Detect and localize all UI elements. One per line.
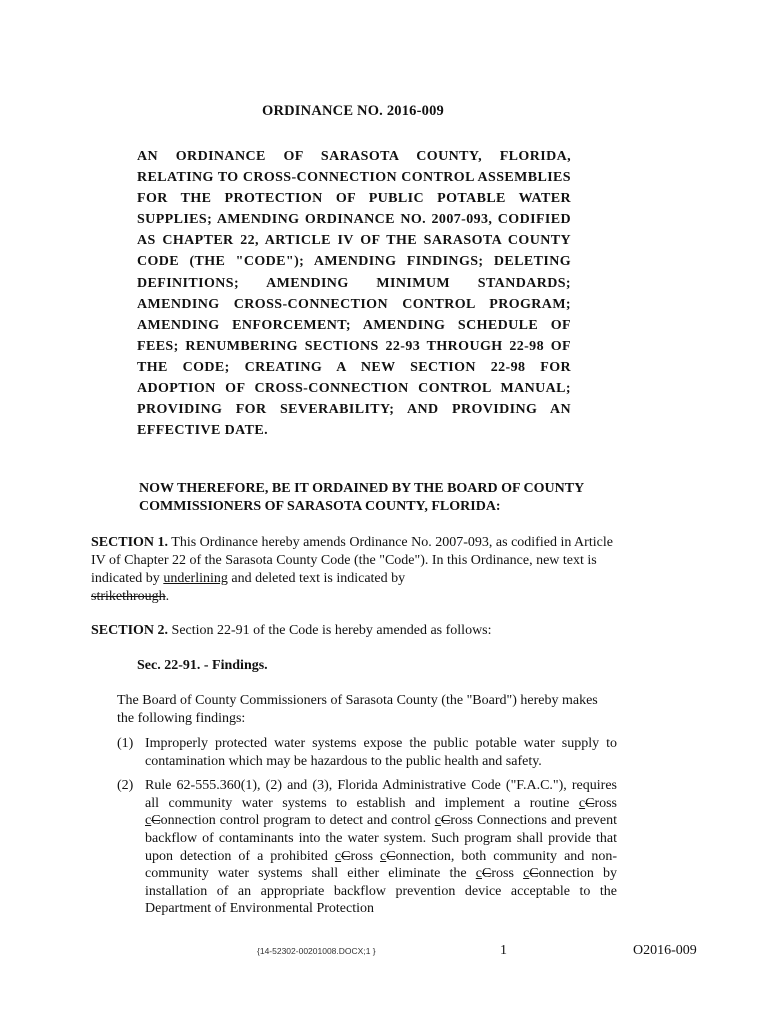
deleted-text: C [386,848,396,864]
inserted-text: c [380,848,387,864]
section-1-text-b: and deleted text is indicated by [231,571,406,586]
section-1-label: SECTION 1. [91,535,169,550]
text-run: Connections and prevent backflow of contaminants into the water system. Such program shall provide that upon detection of a prohibited [145,813,618,864]
footer-document-id: {14-52302-00201008.DOCX;1 } [257,946,376,956]
inserted-text: c [145,813,152,829]
deleted-text: C [482,866,492,882]
strikethrough-example: strikethrough [91,589,166,604]
list-item-number: (2) [117,778,134,794]
text-run: control program to detect and control [215,813,435,829]
ordinance-title: ORDINANCE NO. 2016-009 [261,103,445,119]
ordaining-clause [91,480,615,515]
inserted-text: c [334,848,342,864]
deleted-text: C [529,866,539,882]
section-1 [91,534,621,606]
text-run: by installation of an appropriate backflow prevention device acceptable to the Department of Environmental Protection [145,866,617,917]
findings-intro [91,692,618,727]
inserted-text: c [434,813,442,829]
section-2-text: Section 22-91 of the Code is hereby amended as follows: [171,623,492,638]
findings-list [117,735,617,925]
text-run: onnection [160,813,216,829]
section-1-text-c: . [165,589,170,604]
list-item [117,777,617,918]
deleted-text: C [585,795,595,811]
deleted-text: C [151,813,161,829]
section-2-label: SECTION 2. [91,623,169,638]
list-item-text [145,777,617,918]
text-run: onnection [395,848,451,864]
inserted-text: c [523,866,530,882]
underline-example: underlining [163,571,228,586]
inserted-text: c [475,866,482,882]
footer-ordinance-code: O2016-009 [633,943,697,958]
text-run: ross [594,795,617,811]
deleted-text: C [341,848,351,864]
text-run: onnection [538,866,594,882]
footer-page-number: 1 [500,943,507,958]
list-item-number: (1) [117,736,134,751]
text-run: ross [450,813,477,829]
text-run: , both community and non-community water systems shall either eliminate the [145,848,617,882]
text-run: Rule 62-555.360(1), (2) and (3), Florida Administrative Code ("F.A.C."), requires all community water systems to establish and implement a routine [145,778,617,811]
ordinance-caption: AN ORDINANCE OF SARASOTA COUNTY, FLORIDA, RELATING TO CROSS-CONNECTION CONTROL ASSEMBLIES FOR THE PROTECTION OF PUBLIC POTABLE WATER SUPPLIES; AMENDING ORDINANCE NO. 2007-093, CODIFIED AS CHAPTER 22, ARTICLE IV OF THE SARASOTA COUNTY CODE (THE "CODE"); AMENDING FINDINGS; DELETING DEFINITIONS; AMENDING MINIMUM STANDARDS; AMENDING CROSS-CONNECTION CONTROL PROGRAM; AMENDING ENFORCEMENT; AMENDING SCHEDULE OF FEES; RENUMBERING SECTIONS 22-93 THROUGH 22-98 OF THE CODE; CREATING A NEW SECTION 22-98 FOR ADOPTION OF CROSS-CONNECTION CONTROL MANUAL; PROVIDING FOR SEVERABILITY; AND PROVIDING AN EFFECTIVE DATE. [137,149,571,439]
section-2 [91,622,621,640]
text-run: ross [491,866,524,882]
list-item [117,735,617,770]
findings-intro-text: The Board of County Commissioners of Sarasota County (the "Board") hereby makes the following findings: [117,693,598,726]
section-1-text-a: This Ordinance hereby amends Ordinance No. 2007-093, as codified in Article IV of Chapter 22 of the Sarasota County Code (the "Code"). In this Ordinance, new text is indicated by [91,535,613,586]
deleted-text: C [441,813,451,829]
ordaining-clause-text: NOW THEREFORE, BE IT ORDAINED BY THE BOARD OF COUNTY COMMISSIONERS OF SARASOTA COUNTY, FLORIDA: [139,481,584,514]
inserted-text: c [578,795,586,811]
list-item-text: Improperly protected water systems expose the public potable water supply to contamination which may be hazardous to the public health and safety. [145,736,617,769]
section-heading: Sec. 22-91. - Findings. [137,658,268,673]
text-run: ross [350,848,381,864]
